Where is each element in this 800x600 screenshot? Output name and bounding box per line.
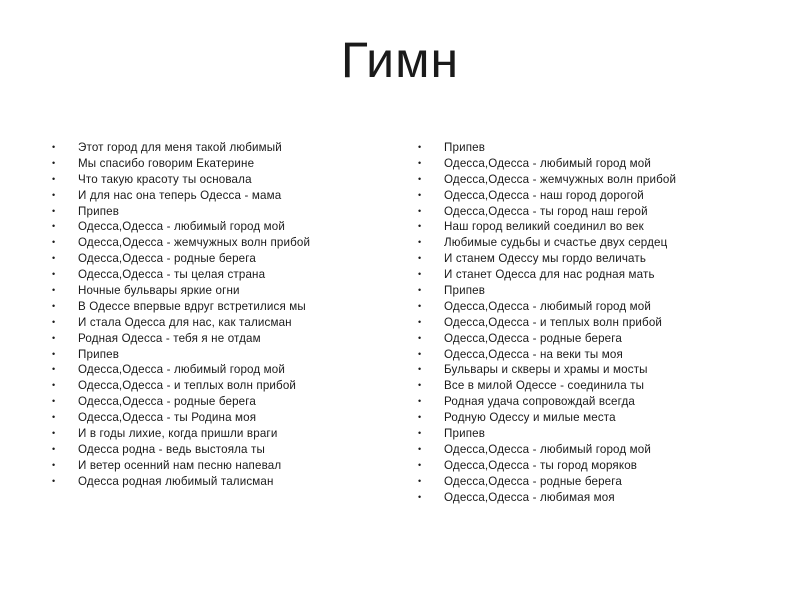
lyric-text: Одесса,Одесса - и теплых волн прибой xyxy=(78,379,297,393)
bullet-icon: • xyxy=(418,205,422,216)
lyric-text: Одесса,Одесса - родные берега xyxy=(444,474,622,488)
lyric-line xyxy=(418,347,778,363)
bullet-icon: • xyxy=(418,300,422,311)
lyric-line xyxy=(418,172,778,188)
lyric-text: Одесса,Одесса - наш город дорогой xyxy=(444,188,644,202)
lyric-line xyxy=(418,362,778,378)
lyric-line xyxy=(52,331,392,347)
lyric-line xyxy=(418,140,778,156)
lyric-text: И ветер осенний нам песню напевал xyxy=(78,458,282,472)
lyric-line xyxy=(418,442,778,458)
lyric-text: Одесса,Одесса - жемчужных волн прибой xyxy=(444,172,677,186)
lyric-line xyxy=(418,267,778,283)
lyric-text: Припев xyxy=(444,141,486,154)
bullet-icon: • xyxy=(418,412,422,423)
lyric-text: Припев xyxy=(78,347,120,361)
lyric-text: Одесса,Одесса - и теплых волн прибой xyxy=(444,315,663,329)
bullet-icon: • xyxy=(418,459,422,470)
lyric-line xyxy=(52,251,392,267)
bullet-icon: • xyxy=(418,157,422,168)
lyric-text: Бульвары и скверы и храмы и мосты xyxy=(444,363,648,377)
lyric-line xyxy=(52,219,392,235)
lyric-text: Припев xyxy=(444,284,486,298)
lyric-text: Одесса,Одесса - жемчужных волн прибой xyxy=(78,236,311,250)
lyric-text: Одесса,Одесса - любимый город мой xyxy=(444,299,652,313)
bullet-icon: • xyxy=(418,364,422,375)
lyric-line xyxy=(52,267,392,283)
bullet-icon: • xyxy=(52,428,56,439)
lyric-line xyxy=(418,299,778,315)
bullet-icon: • xyxy=(418,443,422,454)
lyric-text: И стала Одесса для нас, как талисман xyxy=(78,315,292,329)
bullet-icon: • xyxy=(418,269,422,280)
lyric-line xyxy=(418,490,778,506)
lyric-text: Одесса,Одесса - любимый город мой xyxy=(444,442,652,456)
bullet-icon: • xyxy=(418,396,422,407)
lyric-line xyxy=(52,394,392,410)
lyric-text: В Одессе впервые вдруг встретилися мы xyxy=(78,299,306,313)
lyric-line xyxy=(52,426,392,442)
lyric-line xyxy=(418,204,778,220)
lyric-text: Припев xyxy=(444,427,486,441)
lyric-line xyxy=(52,347,392,363)
lyric-line xyxy=(418,219,778,235)
bullet-icon: • xyxy=(52,364,56,375)
lyric-line xyxy=(418,251,778,267)
bullet-icon: • xyxy=(52,157,56,168)
lyric-text: Этот город для меня такой любимый xyxy=(78,141,282,154)
bullet-icon: • xyxy=(418,332,422,343)
lyric-text: Одесса родная любимый талисман xyxy=(78,474,274,488)
lyric-text: Любимые судьбы и счастье двух сердец xyxy=(444,236,668,250)
lyric-text: Родная Одесса - тебя я не отдам xyxy=(78,331,261,345)
lyric-text: Все в милой Одессе - соединила ты xyxy=(444,379,645,393)
lyric-line xyxy=(52,204,392,220)
lyric-line xyxy=(52,378,392,394)
bullet-icon: • xyxy=(418,237,422,248)
lyric-text: И станет Одесса для нас родная мать xyxy=(444,268,655,282)
lyric-line xyxy=(52,458,392,474)
bullet-icon: • xyxy=(418,428,422,439)
lyric-text: Одесса родна - ведь выстояла ты xyxy=(78,442,265,456)
bullet-icon: • xyxy=(418,475,422,486)
lyric-text: Одесса,Одесса - на веки ты моя xyxy=(444,347,623,361)
bullet-icon: • xyxy=(52,189,56,200)
lyric-line xyxy=(418,394,778,410)
bullet-icon: • xyxy=(52,269,56,280)
bullet-icon: • xyxy=(418,253,422,264)
bullet-icon: • xyxy=(418,348,422,359)
lyric-text: Одесса,Одесса - любимый город мой xyxy=(78,363,286,377)
lyric-text: И в годы лихие, когда пришли враги xyxy=(78,427,278,441)
bullet-icon: • xyxy=(418,380,422,391)
lyric-line xyxy=(418,474,778,490)
lyric-text: Одесса,Одесса - ты город наш герой xyxy=(444,204,648,218)
lyric-line xyxy=(52,315,392,331)
lyric-line xyxy=(52,172,392,188)
bullet-icon: • xyxy=(52,142,56,152)
lyric-text: Одесса,Одесса - ты город моряков xyxy=(444,458,638,472)
bullet-icon: • xyxy=(418,491,422,502)
bullet-icon: • xyxy=(418,316,422,327)
lyric-line xyxy=(418,331,778,347)
lyric-line xyxy=(52,188,392,204)
lyric-line xyxy=(52,410,392,426)
lyric-text: Одесса,Одесса - ты целая страна xyxy=(78,268,266,282)
lyric-text: Ночные бульвары яркие огни xyxy=(78,284,240,298)
bullet-icon: • xyxy=(52,285,56,296)
lyric-line xyxy=(52,474,392,490)
bullet-icon: • xyxy=(52,316,56,327)
lyric-text: Родную Одессу и милые места xyxy=(444,411,616,425)
bullet-icon: • xyxy=(52,221,56,232)
bullet-icon: • xyxy=(52,412,56,423)
bullet-icon: • xyxy=(52,443,56,454)
lyric-line xyxy=(52,140,392,156)
lyric-line xyxy=(52,362,392,378)
lyric-text: Одесса,Одесса - ты Родина моя xyxy=(78,411,257,425)
lyric-line xyxy=(418,283,778,299)
bullet-icon: • xyxy=(52,205,56,216)
lyric-line xyxy=(418,156,778,172)
lyric-text: Мы спасибо говорим Екатерине xyxy=(78,156,255,170)
bullet-icon: • xyxy=(52,173,56,184)
bullet-icon: • xyxy=(418,142,422,152)
bullet-icon: • xyxy=(52,237,56,248)
bullet-icon: • xyxy=(52,475,56,486)
bullet-icon: • xyxy=(418,189,422,200)
bullet-icon: • xyxy=(418,221,422,232)
bullet-icon: • xyxy=(418,173,422,184)
lyric-line xyxy=(418,410,778,426)
lyric-text: Что такую красоту ты основала xyxy=(78,172,252,186)
bullet-icon: • xyxy=(418,285,422,296)
bullet-icon: • xyxy=(52,300,56,311)
lyric-line xyxy=(418,235,778,251)
left-lyrics-column xyxy=(52,140,392,490)
lyric-text: Одесса,Одесса - родные берега xyxy=(78,252,256,266)
right-lyrics-column xyxy=(418,140,778,505)
lyric-text: Наш город великий соединил во век xyxy=(444,220,644,234)
bullet-icon: • xyxy=(52,380,56,391)
lyric-line xyxy=(52,442,392,458)
lyric-line xyxy=(52,235,392,251)
lyric-line xyxy=(52,156,392,172)
bullet-icon: • xyxy=(52,332,56,343)
bullet-icon: • xyxy=(52,459,56,470)
lyric-line xyxy=(418,378,778,394)
lyric-text: Одесса,Одесса - любимый город мой xyxy=(78,220,286,234)
lyric-text: Родная удача сопровождай всегда xyxy=(444,395,636,409)
lyric-line xyxy=(52,299,392,315)
lyric-text: Одесса,Одесса - родные берега xyxy=(444,331,622,345)
lyric-line xyxy=(418,458,778,474)
lyric-text: И для нас она теперь Одесса - мама xyxy=(78,188,282,202)
lyric-text: Одесса,Одесса - любимая моя xyxy=(444,490,615,504)
bullet-icon: • xyxy=(52,396,56,407)
lyric-line xyxy=(418,426,778,442)
lyric-text: Одесса,Одесса - родные берега xyxy=(78,395,256,409)
lyric-text: Одесса,Одесса - любимый город мой xyxy=(444,156,652,170)
lyric-text: Припев xyxy=(78,204,120,218)
bullet-icon: • xyxy=(52,253,56,264)
lyric-line xyxy=(418,315,778,331)
slide-title: Гимн xyxy=(340,32,460,88)
lyric-text: И станем Одессу мы гордо величать xyxy=(444,252,647,266)
lyric-line xyxy=(52,283,392,299)
lyric-line xyxy=(418,188,778,204)
bullet-icon: • xyxy=(52,348,56,359)
